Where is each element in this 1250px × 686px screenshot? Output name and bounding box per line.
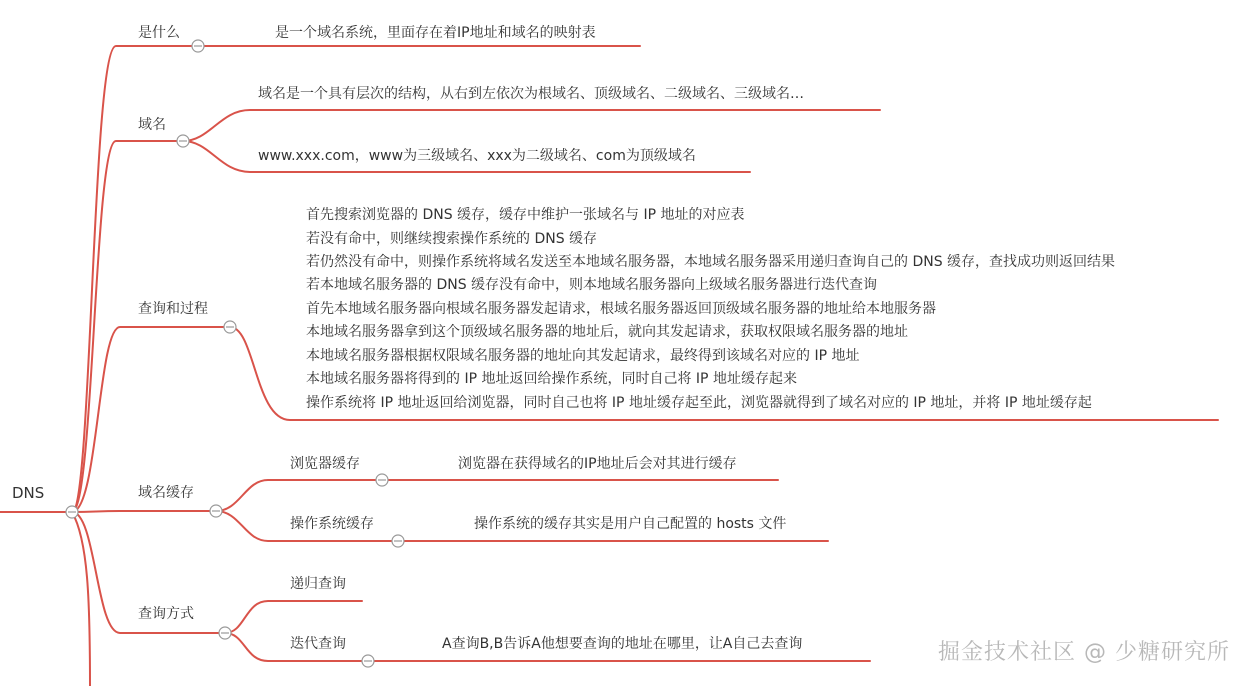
branch-what-desc[interactable]: 是一个域名系统，里面存在着IP地址和域名的映射表: [275, 25, 596, 41]
edge-domain-desc1: [183, 110, 880, 141]
branch-domain-label[interactable]: 域名: [138, 117, 166, 133]
branch-domain-desc1[interactable]: 域名是一个具有层次的结构，从右到左依次为根域名、顶级域名、二级域名、三级域名…: [258, 86, 804, 102]
collapse-toggle-root[interactable]: [66, 506, 78, 518]
collapse-toggle-query-type[interactable]: [219, 627, 231, 639]
collapse-toggle-what[interactable]: [192, 40, 204, 52]
collapse-toggle-iterative[interactable]: [362, 655, 374, 667]
branch-query-type-label[interactable]: 查询方式: [138, 606, 194, 622]
query-type-iterative-desc[interactable]: A查询B,B告诉A他想要查询的地址在哪里，让A自己去查询: [442, 636, 803, 652]
edge-recursive: [225, 601, 362, 633]
branch-cache-label[interactable]: 域名缓存: [138, 485, 194, 501]
query-step-5: 首先本地域名服务器向根域名服务器发起请求，根域名服务器返回顶级域名服务器的地址给本地服务器: [306, 301, 936, 317]
collapse-toggle-browser-cache[interactable]: [376, 474, 388, 486]
watermark: 掘金技术社区 @ 少糖研究所: [938, 640, 1230, 665]
query-step-6: 本地域名服务器拿到这个顶级域名服务器的地址后，就向其发起请求，获取权限域名服务器的地址: [306, 324, 908, 340]
query-step-2: 若没有命中，则继续搜索操作系统的 DNS 缓存: [306, 231, 598, 247]
query-step-9: 操作系统将 IP 地址返回给浏览器，同时自己也将 IP 地址缓存起至此，浏览器就得到了域名对应的 IP 地址，并将 IP 地址缓存起: [306, 395, 1092, 411]
collapse-toggle-query-process[interactable]: [224, 321, 236, 333]
query-step-3: 若仍然没有命中，则操作系统将域名发送至本地域名服务器，本地域名服务器采用递归查询自己的 DNS 缓存，查找成功则返回结果: [306, 254, 1116, 270]
cache-os-desc[interactable]: 操作系统的缓存其实是用户自己配置的 hosts 文件: [474, 516, 787, 532]
collapse-toggle-os-cache[interactable]: [392, 535, 404, 547]
edge-what: [72, 46, 198, 512]
cache-browser-desc[interactable]: 浏览器在获得域名的IP地址后会对其进行缓存: [458, 456, 737, 472]
root-node-label[interactable]: DNS: [12, 484, 45, 502]
query-type-iterative-label[interactable]: 迭代查询: [290, 636, 346, 652]
branch-domain-desc2[interactable]: www.xxx.com，www为三级域名、xxx为二级域名、com为顶级域名: [258, 148, 696, 164]
edge-bottom: [72, 512, 90, 686]
edge-browser-cache: [216, 480, 382, 511]
cache-os-label[interactable]: 操作系统缓存: [290, 516, 374, 532]
query-step-1: 首先搜索浏览器的 DNS 缓存，缓存中维护一张域名与 IP 地址的对应表: [306, 207, 745, 223]
cache-browser-label[interactable]: 浏览器缓存: [290, 456, 360, 472]
query-step-7: 本地域名服务器根据权限域名服务器的地址向其发起请求，最终得到该域名对应的 IP 地址: [306, 348, 860, 364]
branch-what-label[interactable]: 是什么: [138, 25, 180, 41]
query-step-4: 若本地域名服务器的 DNS 缓存没有命中，则本地域名服务器向上级域名服务器进行迭代查询: [306, 277, 878, 293]
query-type-recursive-label[interactable]: 递归查询: [290, 576, 346, 592]
branch-query-process-label[interactable]: 查询和过程: [138, 301, 208, 317]
query-step-8: 本地域名服务器将得到的 IP 地址返回给操作系统，同时自己将 IP 地址缓存起来: [306, 371, 797, 387]
collapse-toggle-domain[interactable]: [177, 135, 189, 147]
edge-cache: [72, 511, 216, 512]
collapse-toggle-cache[interactable]: [210, 505, 222, 517]
